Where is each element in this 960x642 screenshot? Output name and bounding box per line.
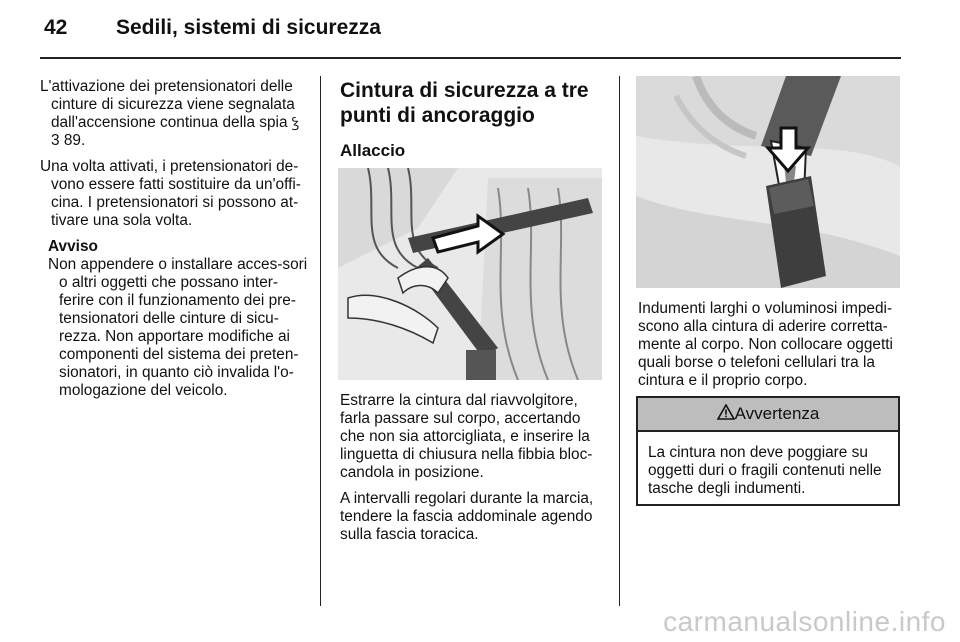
- pretensioner-paragraph: [40, 78, 308, 150]
- column-2: [340, 78, 606, 172]
- column-divider-1: [320, 76, 321, 606]
- page-reference[interactable]: 3 89.: [51, 132, 86, 149]
- column-1: [40, 78, 308, 400]
- column-divider-2: [619, 76, 620, 606]
- note-title: Avviso: [48, 238, 98, 255]
- seatbelt-fastening-illustration: [338, 168, 602, 380]
- header-rule: [40, 57, 901, 59]
- note-text: Non appendere o installare acces-sori o altri oggetti che possano inter-ferire con il funzionamento dei pre-tensionatori delle cinture di sicu-rezza. Non apportare modifiche ai componenti del sistema dei preten-sionatori, in quanto ciò invalida l'o-mologazione del veicolo.: [48, 256, 308, 399]
- buckle-illustration: [636, 76, 900, 288]
- subheading-allaccio: Allaccio: [340, 141, 406, 160]
- buckle-illustration-drawing: [636, 76, 900, 288]
- note-box: [40, 238, 308, 400]
- warning-box: [636, 396, 900, 506]
- warning-title: Avvertenza: [734, 404, 820, 423]
- replacement-paragraph: Una volta attivati, i pretensionatori de-vono essere fatti sostituire da un'offi-cina. I pretensionatori si possono at-tivare una sola volta.: [40, 158, 301, 229]
- watermark: carmanualsonline.info: [663, 606, 946, 637]
- page-number: 42: [44, 16, 68, 39]
- tension-instructions: A intervalli regolari durante la marcia, tendere la fascia addominale agendo sulla fascia toracica.: [340, 490, 594, 543]
- column-3-body: [638, 300, 904, 398]
- warning-text: La cintura non deve poggiare su oggetti duri o fragili contenuti nelle tasche degli indumenti.: [648, 444, 882, 497]
- warning-triangle-icon: [717, 404, 735, 425]
- column-2-body: [340, 392, 606, 552]
- seatbelt-warning-icon: Ꝣ: [291, 115, 299, 130]
- clothing-paragraph: Indumenti larghi o voluminosi impedi-scono alla cintura di aderire corretta-mente al corpo. Non collocare oggetti quali borse o telefoni cellulari tra la cintura e il proprio corpo.: [638, 300, 893, 389]
- seatbelt-illustration-drawing: [338, 168, 602, 380]
- section-heading: Cintura di sicurezza a tre punti di ancoraggio: [340, 79, 589, 127]
- section-title: Sedili, sistemi di sicurezza: [116, 16, 381, 39]
- fastening-instructions: Estrarre la cintura dal riavvolgitore, farla passare sul corpo, accertando che non sia attorcigliata, e inserire la linguetta di chiusura nella fibbia bloc-candola in posizione.: [340, 392, 593, 481]
- warning-header: [638, 398, 898, 432]
- pretensioner-text: L'attivazione dei pretensionatori delle cinture di sicurezza viene segnalata dall'accensione continua della spia: [40, 78, 295, 131]
